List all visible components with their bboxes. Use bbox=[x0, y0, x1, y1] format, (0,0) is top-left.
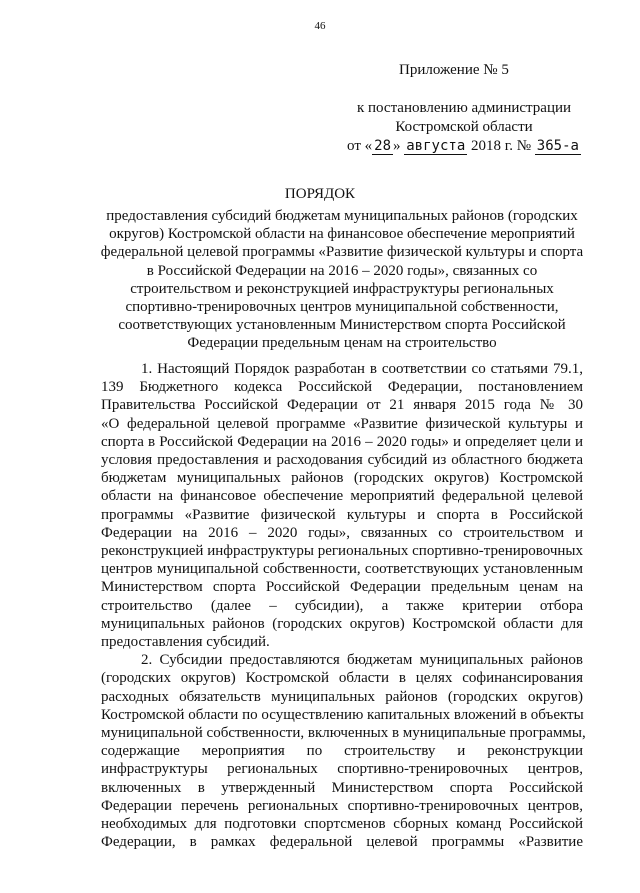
resolution-line: Костромской области bbox=[395, 119, 533, 135]
paragraph-line: условия предоставления и расходования субсидий из областного бюджета bbox=[101, 452, 583, 469]
subtitle-line: Федерации предельным ценам на строительство bbox=[187, 335, 497, 352]
subtitle-line: округов) Костромской области на финансовое обеспечение мероприятий bbox=[109, 226, 575, 243]
paragraph-1 bbox=[101, 360, 583, 651]
paragraph-line: реконструкцией инфраструктуры региональных спортивно-тренировочных bbox=[101, 543, 583, 560]
paragraph-line: 139 Бюджетного кодекса Российской Федерации, постановлением bbox=[101, 379, 583, 396]
subtitle-line: федеральной целевой программы «Развитие физической культуры и спорта bbox=[100, 244, 584, 261]
document-body bbox=[101, 360, 586, 851]
paragraph-line: предоставления субсидий. bbox=[101, 634, 270, 651]
paragraph-line: необходимых для подготовки спортсменов сборных команд Российской bbox=[101, 816, 583, 833]
paragraph-line: расходных обязательств муниципальных районов (городских округов) bbox=[101, 688, 583, 705]
subtitle-line: в Российской Федерации на 2016 – 2020 годы», связанных со bbox=[146, 262, 538, 279]
paragraph-line: инфраструктуры региональных спортивно-тренировочных центров, bbox=[101, 761, 583, 778]
paragraph-line: 1. Настоящий Порядок разработан в соответствии со статьями 79.1, bbox=[141, 361, 583, 377]
attachment-label: Приложение № 5 bbox=[399, 62, 509, 78]
resolution-line: к постановлению администрации bbox=[356, 100, 572, 116]
paragraph-line: Министерством спорта Российской Федерации предельным ценам на bbox=[101, 579, 583, 596]
paragraph-line: Федерации на 2016 – 2020 годы», связанных со строительством и bbox=[101, 524, 583, 541]
document-subtitle bbox=[100, 207, 584, 353]
paragraph-line: бюджетам муниципальных районов (городских округов) Костромской bbox=[101, 470, 583, 487]
paragraph-line: центров муниципальной собственности, соответствующих установленным bbox=[101, 561, 583, 578]
date-day-handwritten: 28 bbox=[374, 138, 391, 154]
paragraph-line: Правительства Российской Федерации от 21 января 2015 года № 30 bbox=[101, 397, 583, 414]
page-number: 46 bbox=[314, 20, 326, 32]
subtitle-line: строительством и реконструкцией инфраструктуры региональных bbox=[130, 280, 554, 297]
subtitle-line: предоставления субсидий бюджетам муниципальных районов (городских bbox=[106, 208, 578, 224]
paragraph-line: Федерации, в рамках федеральной целевой программы «Развитие bbox=[101, 834, 583, 851]
paragraph-line: Костромской области по осуществлению капитальных вложений в объекты bbox=[101, 706, 584, 723]
paragraph-line: 2. Субсидии предоставляются бюджетам муниципальных районов bbox=[141, 652, 583, 669]
date-prefix: от « bbox=[347, 138, 373, 154]
paragraph-line: муниципальных районов (городских округов) Костромской области для bbox=[101, 615, 583, 632]
paragraph-2 bbox=[101, 651, 586, 851]
document-title: ПОРЯДОК bbox=[284, 186, 356, 202]
resolution-date-line bbox=[344, 137, 584, 156]
subtitle-line: спортивно-тренировочных центров муниципальной собственности, bbox=[125, 299, 559, 316]
date-year: 2018 г. № bbox=[467, 138, 535, 154]
paragraph-line: муниципальной собственности, включенных в муниципальные программы, bbox=[101, 725, 586, 742]
subtitle-line: соответствующих установленным Министерством спорта Российской bbox=[118, 317, 566, 334]
paragraph-line: включенных в утвержденный Министерством спорта Российской bbox=[101, 779, 583, 796]
paragraph-line: содержащие мероприятия по строительству и реконструкции bbox=[101, 743, 583, 760]
date-mid: » bbox=[393, 138, 405, 154]
paragraph-line: программы «Развитие физической культуры и спорта в Российской bbox=[101, 506, 583, 523]
date-month-handwritten: августа bbox=[406, 138, 466, 154]
paragraph-line: Федерации перечень региональных спортивно-тренировочных центров, bbox=[101, 797, 583, 814]
paragraph-line: области на финансовое обеспечение мероприятий федеральной целевой bbox=[101, 488, 583, 505]
resolution-reference bbox=[344, 99, 584, 156]
paragraph-line: (городских округов) Костромской области в целях софинансирования bbox=[101, 670, 583, 687]
paragraph-line: «О федеральной целевой программе «Развитие физической культуры и bbox=[101, 415, 583, 432]
resolution-number-handwritten: 365-а bbox=[536, 138, 579, 154]
paragraph-line: спорта в Российской Федерации на 2016 – 2020 годы» и определяет цели и bbox=[101, 433, 583, 450]
paragraph-line: строительство (далее – субсидии), а также критерии отбора bbox=[101, 597, 583, 614]
